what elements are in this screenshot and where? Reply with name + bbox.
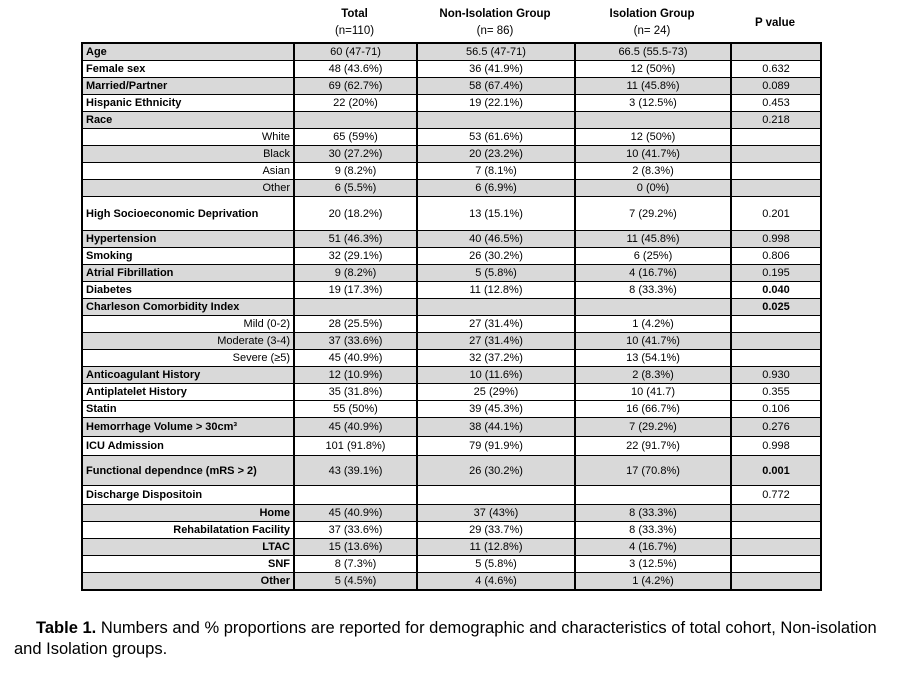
total-cell: 48 (43.6%) xyxy=(294,61,417,78)
isolation-cell: 10 (41.7%) xyxy=(575,146,731,163)
row-label-cell: Asian xyxy=(82,163,294,180)
p-value-cell: 0.106 xyxy=(731,401,821,418)
total-cell xyxy=(294,299,417,316)
total-cell: 9 (8.2%) xyxy=(294,265,417,282)
p-value-cell: 0.089 xyxy=(731,78,821,95)
table-row xyxy=(82,418,821,437)
row-label-cell: Black xyxy=(82,146,294,163)
table-row xyxy=(82,384,821,401)
table-row xyxy=(82,78,821,95)
total-cell: 5 (4.5%) xyxy=(294,573,417,591)
row-label-cell: Married/Partner xyxy=(82,78,294,95)
non-isolation-cell xyxy=(417,486,575,505)
header-isolation-title: Isolation Group xyxy=(609,8,695,20)
isolation-cell: 3 (12.5%) xyxy=(575,95,731,112)
isolation-cell xyxy=(575,299,731,316)
total-cell: 37 (33.6%) xyxy=(294,522,417,539)
total-cell: 69 (62.7%) xyxy=(294,78,417,95)
table-row xyxy=(82,95,821,112)
row-label-cell: LTAC xyxy=(82,539,294,556)
isolation-cell: 8 (33.3%) xyxy=(575,282,731,299)
isolation-cell: 11 (45.8%) xyxy=(575,231,731,248)
total-cell: 45 (40.9%) xyxy=(294,505,417,522)
p-value-cell xyxy=(731,522,821,539)
header-total-col xyxy=(293,6,416,40)
non-isolation-cell: 13 (15.1%) xyxy=(417,197,575,231)
p-value-cell: 0.201 xyxy=(731,197,821,231)
non-isolation-cell: 7 (8.1%) xyxy=(417,163,575,180)
row-label-cell: High Socioeconomic Deprivation xyxy=(82,197,294,231)
non-isolation-cell: 29 (33.7%) xyxy=(417,522,575,539)
header-pvalue-col xyxy=(730,15,820,32)
header-isolation-col xyxy=(574,6,730,40)
table-row xyxy=(82,248,821,265)
total-cell: 22 (20%) xyxy=(294,95,417,112)
p-value-cell xyxy=(731,350,821,367)
total-cell xyxy=(294,486,417,505)
p-value-cell: 0.806 xyxy=(731,248,821,265)
isolation-cell: 22 (91.7%) xyxy=(575,437,731,456)
isolation-cell: 8 (33.3%) xyxy=(575,505,731,522)
row-label-cell: Hypertension xyxy=(82,231,294,248)
row-label-cell: Functional dependnce (mRS > 2) xyxy=(82,456,294,486)
header-non-isolation-title: Non-Isolation Group xyxy=(439,8,551,20)
row-label-cell: Statin xyxy=(82,401,294,418)
table-row xyxy=(82,231,821,248)
isolation-cell: 1 (4.2%) xyxy=(575,573,731,591)
caption-text: Numbers and % proportions are reported for demographic and characteristics of total cohort, Non-isolation and Isolation groups. xyxy=(14,619,877,659)
total-cell: 51 (46.3%) xyxy=(294,231,417,248)
row-label-cell: ICU Admission xyxy=(82,437,294,456)
total-cell: 32 (29.1%) xyxy=(294,248,417,265)
table-row xyxy=(82,180,821,197)
table-row xyxy=(82,401,821,418)
isolation-cell: 66.5 (55.5-73) xyxy=(575,43,731,61)
non-isolation-cell: 36 (41.9%) xyxy=(417,61,575,78)
p-value-cell xyxy=(731,180,821,197)
p-value-cell: 0.998 xyxy=(731,437,821,456)
table-row xyxy=(82,350,821,367)
isolation-cell: 8 (33.3%) xyxy=(575,522,731,539)
table-row xyxy=(82,573,821,591)
isolation-cell: 7 (29.2%) xyxy=(575,418,731,437)
isolation-cell: 12 (50%) xyxy=(575,61,731,78)
row-label-cell: Hemorrhage Volume > 30cm³ xyxy=(82,418,294,437)
table-row xyxy=(82,333,821,350)
p-value-cell: 0.453 xyxy=(731,95,821,112)
row-label-cell: White xyxy=(82,129,294,146)
isolation-cell xyxy=(575,486,731,505)
non-isolation-cell xyxy=(417,112,575,129)
table-row xyxy=(82,61,821,78)
isolation-cell: 17 (70.8%) xyxy=(575,456,731,486)
p-value-cell xyxy=(731,163,821,180)
isolation-cell: 1 (4.2%) xyxy=(575,316,731,333)
row-label-cell: Rehabilatation Facility xyxy=(82,522,294,539)
non-isolation-cell: 27 (31.4%) xyxy=(417,316,575,333)
isolation-cell: 10 (41.7) xyxy=(575,384,731,401)
total-cell: 37 (33.6%) xyxy=(294,333,417,350)
row-label-cell: Other xyxy=(82,573,294,591)
table-row xyxy=(82,163,821,180)
row-label-cell: Age xyxy=(82,43,294,61)
row-label-cell: SNF xyxy=(82,556,294,573)
header-pvalue-title: P value xyxy=(754,16,796,29)
table-header-row xyxy=(81,6,820,42)
p-value-cell xyxy=(731,556,821,573)
non-isolation-cell: 19 (22.1%) xyxy=(417,95,575,112)
p-value-cell: 0.998 xyxy=(731,231,821,248)
non-isolation-cell: 27 (31.4%) xyxy=(417,333,575,350)
isolation-cell: 7 (29.2%) xyxy=(575,197,731,231)
table-row xyxy=(82,316,821,333)
isolation-cell xyxy=(575,112,731,129)
table-row xyxy=(82,539,821,556)
total-cell: 60 (47-71) xyxy=(294,43,417,61)
table-caption xyxy=(14,618,895,661)
non-isolation-cell: 5 (5.8%) xyxy=(417,265,575,282)
non-isolation-cell: 39 (45.3%) xyxy=(417,401,575,418)
row-label-cell: Atrial Fibrillation xyxy=(82,265,294,282)
non-isolation-cell: 40 (46.5%) xyxy=(417,231,575,248)
isolation-cell: 11 (45.8%) xyxy=(575,78,731,95)
isolation-cell: 12 (50%) xyxy=(575,129,731,146)
table-row xyxy=(82,129,821,146)
total-cell: 15 (13.6%) xyxy=(294,539,417,556)
row-label-cell: Race xyxy=(82,112,294,129)
total-cell xyxy=(294,112,417,129)
p-value-cell: 0.040 xyxy=(731,282,821,299)
non-isolation-cell: 56.5 (47-71) xyxy=(417,43,575,61)
p-value-cell xyxy=(731,333,821,350)
non-isolation-cell xyxy=(417,299,575,316)
isolation-cell: 6 (25%) xyxy=(575,248,731,265)
non-isolation-cell: 32 (37.2%) xyxy=(417,350,575,367)
document-page xyxy=(0,6,908,661)
table-row xyxy=(82,282,821,299)
p-value-cell: 0.632 xyxy=(731,61,821,78)
non-isolation-cell: 20 (23.2%) xyxy=(417,146,575,163)
header-isolation-n: (n= 24) xyxy=(633,25,671,37)
non-isolation-cell: 37 (43%) xyxy=(417,505,575,522)
total-cell: 6 (5.5%) xyxy=(294,180,417,197)
row-label-cell: Charleson Comorbidity Index xyxy=(82,299,294,316)
p-value-cell: 0.772 xyxy=(731,486,821,505)
total-cell: 45 (40.9%) xyxy=(294,418,417,437)
total-cell: 9 (8.2%) xyxy=(294,163,417,180)
header-total-n: (n=110) xyxy=(334,25,375,37)
non-isolation-cell: 26 (30.2%) xyxy=(417,248,575,265)
non-isolation-cell: 11 (12.8%) xyxy=(417,539,575,556)
total-cell: 55 (50%) xyxy=(294,401,417,418)
table-row xyxy=(82,146,821,163)
table-row xyxy=(82,43,821,61)
non-isolation-cell: 10 (11.6%) xyxy=(417,367,575,384)
non-isolation-cell: 53 (61.6%) xyxy=(417,129,575,146)
isolation-cell: 0 (0%) xyxy=(575,180,731,197)
total-cell: 8 (7.3%) xyxy=(294,556,417,573)
isolation-cell: 13 (54.1%) xyxy=(575,350,731,367)
p-value-cell xyxy=(731,573,821,591)
non-isolation-cell: 26 (30.2%) xyxy=(417,456,575,486)
row-label-cell: Home xyxy=(82,505,294,522)
total-cell: 30 (27.2%) xyxy=(294,146,417,163)
row-label-cell: Moderate (3-4) xyxy=(82,333,294,350)
total-cell: 28 (25.5%) xyxy=(294,316,417,333)
row-label-cell: Female sex xyxy=(82,61,294,78)
p-value-cell: 0.355 xyxy=(731,384,821,401)
row-label-cell: Antiplatelet History xyxy=(82,384,294,401)
total-cell: 20 (18.2%) xyxy=(294,197,417,231)
non-isolation-cell: 11 (12.8%) xyxy=(417,282,575,299)
p-value-cell: 0.276 xyxy=(731,418,821,437)
header-non-isolation-col xyxy=(416,6,574,40)
table-row xyxy=(82,505,821,522)
row-label-cell: Mild (0-2) xyxy=(82,316,294,333)
non-isolation-cell: 79 (91.9%) xyxy=(417,437,575,456)
non-isolation-cell: 25 (29%) xyxy=(417,384,575,401)
caption-label: Table 1. xyxy=(36,619,97,637)
table-row xyxy=(82,265,821,282)
p-value-cell xyxy=(731,539,821,556)
row-label-cell: Diabetes xyxy=(82,282,294,299)
p-value-cell xyxy=(731,505,821,522)
non-isolation-cell: 58 (67.4%) xyxy=(417,78,575,95)
isolation-cell: 2 (8.3%) xyxy=(575,163,731,180)
table-row xyxy=(82,556,821,573)
isolation-cell: 4 (16.7%) xyxy=(575,539,731,556)
p-value-cell: 0.001 xyxy=(731,456,821,486)
p-value-cell xyxy=(731,43,821,61)
total-cell: 65 (59%) xyxy=(294,129,417,146)
p-value-cell: 0.930 xyxy=(731,367,821,384)
non-isolation-cell: 6 (6.9%) xyxy=(417,180,575,197)
demographics-table xyxy=(81,42,822,591)
isolation-cell: 10 (41.7%) xyxy=(575,333,731,350)
table-row xyxy=(82,456,821,486)
row-label-cell: Other xyxy=(82,180,294,197)
table-row xyxy=(82,522,821,539)
header-non-isolation-n: (n= 86) xyxy=(476,25,514,37)
isolation-cell: 3 (12.5%) xyxy=(575,556,731,573)
isolation-cell: 4 (16.7%) xyxy=(575,265,731,282)
p-value-cell: 0.025 xyxy=(731,299,821,316)
total-cell: 35 (31.8%) xyxy=(294,384,417,401)
table-row xyxy=(82,112,821,129)
p-value-cell: 0.195 xyxy=(731,265,821,282)
p-value-cell xyxy=(731,316,821,333)
row-label-cell: Discharge Dispositoin xyxy=(82,486,294,505)
non-isolation-cell: 38 (44.1%) xyxy=(417,418,575,437)
p-value-cell xyxy=(731,129,821,146)
total-cell: 45 (40.9%) xyxy=(294,350,417,367)
table-row xyxy=(82,299,821,316)
table-row xyxy=(82,437,821,456)
total-cell: 43 (39.1%) xyxy=(294,456,417,486)
total-cell: 101 (91.8%) xyxy=(294,437,417,456)
total-cell: 19 (17.3%) xyxy=(294,282,417,299)
table-row xyxy=(82,367,821,384)
header-total-title: Total xyxy=(341,8,368,20)
table1 xyxy=(81,6,820,591)
row-label-cell: Smoking xyxy=(82,248,294,265)
row-label-cell: Anticoagulant History xyxy=(82,367,294,384)
table-row xyxy=(82,486,821,505)
row-label-cell: Hispanic Ethnicity xyxy=(82,95,294,112)
table-row xyxy=(82,197,821,231)
isolation-cell: 16 (66.7%) xyxy=(575,401,731,418)
row-label-cell: Severe (≥5) xyxy=(82,350,294,367)
p-value-cell xyxy=(731,146,821,163)
isolation-cell: 2 (8.3%) xyxy=(575,367,731,384)
non-isolation-cell: 4 (4.6%) xyxy=(417,573,575,591)
non-isolation-cell: 5 (5.8%) xyxy=(417,556,575,573)
total-cell: 12 (10.9%) xyxy=(294,367,417,384)
p-value-cell: 0.218 xyxy=(731,112,821,129)
